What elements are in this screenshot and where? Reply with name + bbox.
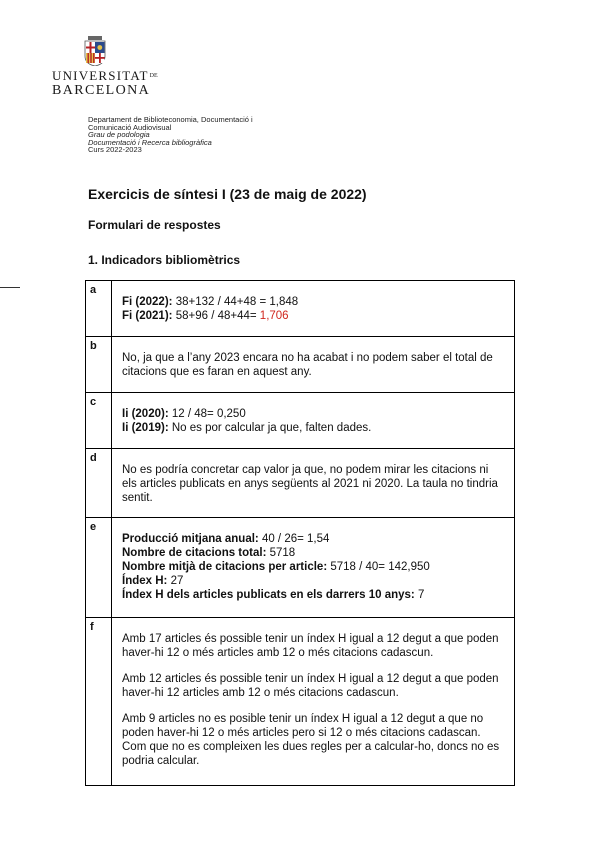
university-crest-icon: [83, 36, 107, 66]
answer-letter: a: [86, 281, 112, 337]
answer-line: Ii (2020): 12 / 48= 0,250: [122, 408, 246, 420]
answer-row-d: [86, 449, 515, 518]
answer-paragraph: Amb 12 articles és possible tenir un índex H igual a 12 degut a que poden haver-hi 12 articles amb 12 o més citacions cadascun.: [122, 673, 499, 699]
answer-line: Índex H: 27: [122, 575, 184, 587]
answer-paragraph: Amb 9 articles no es posible tenir un índex H igual a 12 degut a que no poden haver-hi 12 o més articles pero si 12 o més citacions cadascan. Com que no es compleixen les dues regles per a calcular-ho, doncs no es podria calcular.: [122, 713, 500, 767]
meta-course: Documentació i Recerca bibliogràfica: [88, 137, 212, 147]
document-meta: [88, 116, 253, 154]
answer-row-b: [86, 337, 515, 393]
answer-letter: b: [86, 337, 112, 393]
answer-letter: d: [86, 449, 112, 518]
answer-row-e: [86, 518, 515, 618]
answers-table: [85, 280, 515, 786]
answer-line: Índex H dels articles publicats en els darrers 10 anys: 7: [122, 589, 425, 601]
page-title: Exercicis de síntesi I (23 de maig de 2022): [88, 186, 367, 202]
answer-line: Nombre mitjà de citacions per article: 5718 / 40= 142,950: [122, 561, 430, 573]
answer-body: [112, 618, 515, 786]
highlighted-result: 1,706: [259, 310, 289, 322]
answer-body: [112, 449, 515, 518]
university-logo: [52, 36, 162, 98]
answer-letter: e: [86, 518, 112, 618]
university-name: $UNIVERSITAT^{DE}$: [52, 68, 158, 83]
meta-department: Departament de Biblioteconomia, Documentació i: [88, 115, 253, 124]
answer-line: Fi (2022): 38+132 / 44+48 = 1,848: [122, 296, 299, 308]
answer-line: Producció mitjana anual: 40 / 26= 1,54: [122, 533, 330, 545]
section-heading: 1. Indicadors bibliomètrics: [88, 253, 241, 267]
answer-line: Nombre de citacions total: 5718: [122, 547, 296, 559]
answer-row-f: [86, 618, 515, 786]
university-city: BARCELONA: [52, 83, 151, 98]
answer-row-a: [86, 281, 515, 337]
answer-row-c: [86, 393, 515, 449]
answer-body: [112, 393, 515, 449]
meta-year: Curs 2022-2023: [88, 145, 142, 155]
meta-department-cont: Comunicació Audiovisual: [88, 122, 172, 132]
answer-line: Fi (2021): 58+96 / 48+44= 1,706: [122, 310, 289, 322]
answer-body: [112, 518, 515, 618]
answer-letter: c: [86, 393, 112, 449]
margin-mark: [0, 287, 20, 288]
page-subtitle: Formulari de respostes: [88, 218, 221, 232]
answer-letter: f: [86, 618, 112, 786]
answer-paragraph: Amb 17 articles és possible tenir un índex H igual a 12 degut a que poden haver-hi 12 o més articles amb 12 o més citacions cadascun.: [122, 633, 499, 659]
answer-text: No es podría concretar cap valor ja que, no podem mirar les citacions ni els articles publicats en anys següents al 2021 ni 2020. La taula no tindria sentit.: [122, 464, 498, 504]
answer-body: [112, 281, 515, 337]
answer-line: Ii (2019): No es por calcular ja que, falten dades.: [122, 422, 372, 434]
meta-degree: Grau de podologia: [88, 130, 150, 140]
answer-body: [112, 337, 515, 393]
answer-text: No, ja que a l’any 2023 encara no ha acabat i no podem saber el total de citacions que es faran en aquest any.: [122, 352, 493, 378]
